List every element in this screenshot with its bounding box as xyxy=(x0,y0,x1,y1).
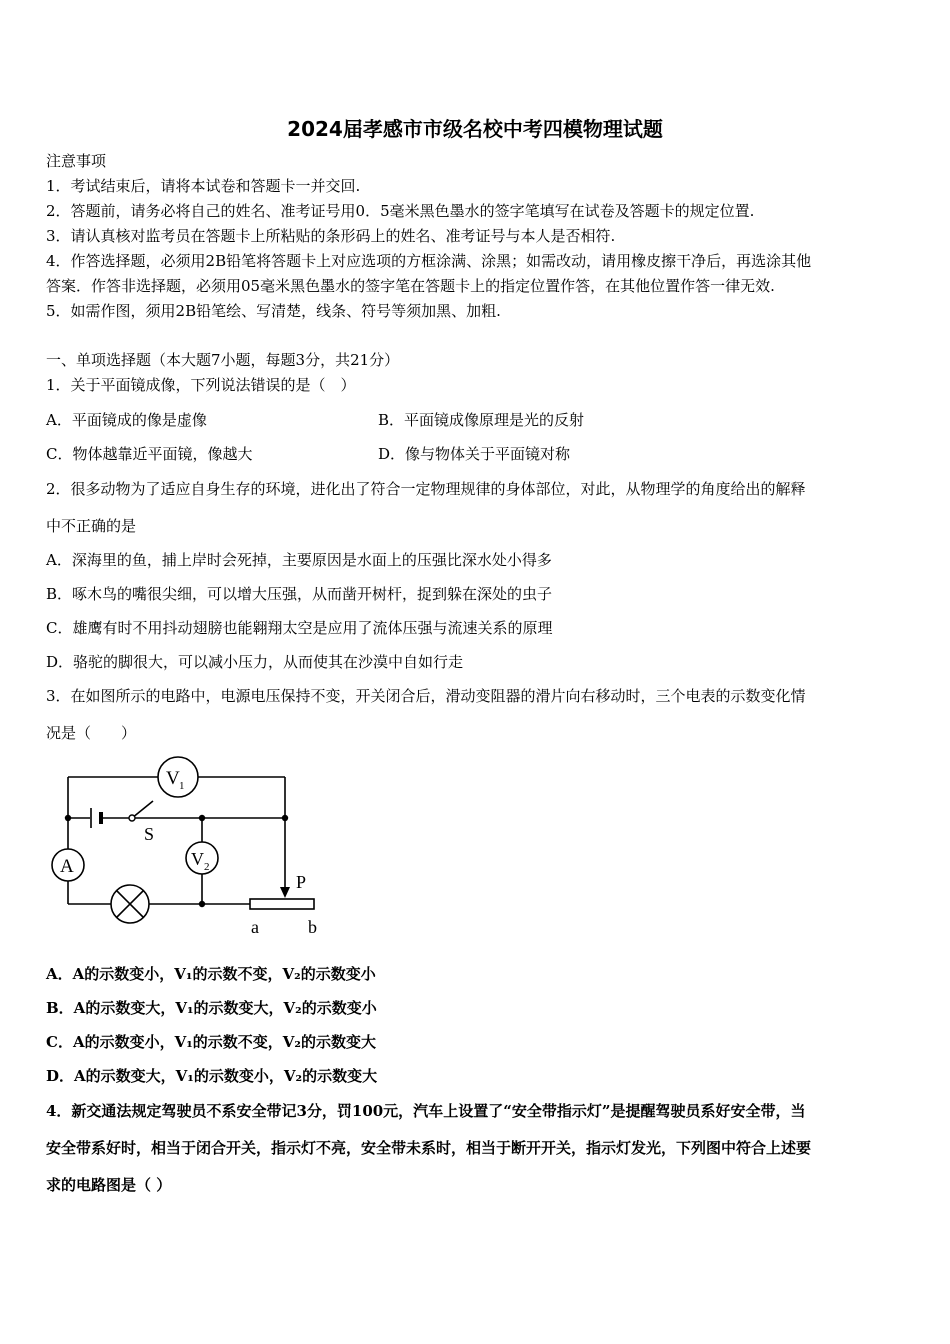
q1-option-a: A．平面镜成的像是虚像 xyxy=(46,411,207,429)
notice-item: 答案．作答非选择题，必须用05毫米黑色墨水的签字笔在答题卡上的指定位置作答，在其他位置作答一律无效. xyxy=(46,277,775,295)
question-3-stem: 3．在如图所示的电路中，电源电压保持不变，开关闭合后，滑动变阻器的滑片向右移动时，三个电表的示数变化情 xyxy=(46,687,806,705)
question-4-stem-cont: 求的电路图是（ ） xyxy=(46,1176,172,1194)
switch-label: S xyxy=(144,824,155,844)
question-4-stem-cont: 安全带系好时，相当于闭合开关，指示灯不亮，安全带未系时，相当于断开开关，指示灯发光，下列图中符合上述要 xyxy=(46,1139,812,1157)
q1-option-b: B．平面镜成像原理是光的反射 xyxy=(378,411,585,429)
rheostat xyxy=(250,899,314,909)
q3-option-a: A．A的示数变小，V₁的示数不变，V₂的示数变小 xyxy=(46,965,376,983)
q2-option-c: C．雄鹰有时不用抖动翅膀也能翱翔太空是应用了流体压强与流速关系的原理 xyxy=(46,619,553,637)
end-a-label: a xyxy=(251,917,259,937)
svg-text:A: A xyxy=(60,856,74,877)
q1-option-c: C．物体越靠近平面镜，像越大 xyxy=(46,445,253,463)
svg-text:2: 2 xyxy=(204,861,210,873)
question-2-stem-cont: 中不正确的是 xyxy=(46,517,137,535)
q2-option-d: D．骆驼的脚很大，可以减小压力，从而使其在沙漠中自如行走 xyxy=(46,653,464,671)
end-b-label: b xyxy=(308,917,317,937)
switch-contact xyxy=(129,815,135,821)
question-1-stem: 1．关于平面镜成像，下列说法错误的是（ ） xyxy=(46,376,356,394)
notice-item: 1．考试结束后，请将本试卷和答题卡一并交回. xyxy=(46,177,361,195)
svg-text:V: V xyxy=(191,849,204,869)
q3-option-c: C．A的示数变小，V₁的示数不变，V₂的示数变大 xyxy=(46,1033,376,1051)
svg-text:V: V xyxy=(166,768,180,789)
notice-item: 5．如需作图，须用2B铅笔绘、写清楚，线条、符号等须加黑、加粗. xyxy=(46,302,501,320)
notice-heading: 注意事项 xyxy=(46,152,107,170)
slider-label: P xyxy=(296,872,307,892)
circuit-diagram xyxy=(40,755,340,945)
section-heading: 一、单项选择题（本大题7小题，每题3分，共21分） xyxy=(46,351,400,369)
q3-option-b: B．A的示数变大，V₁的示数变大，V₂的示数变小 xyxy=(46,999,377,1017)
q3-option-d: D．A的示数变大，V₁的示数变小，V₂的示数变大 xyxy=(46,1067,378,1085)
svg-text:1: 1 xyxy=(179,780,185,792)
q2-option-a: A．深海里的鱼，捕上岸时会死掉，主要原因是水面上的压强比深水处小得多 xyxy=(46,551,552,569)
page-title: 2024届孝感市市级名校中考四模物理试题 xyxy=(287,117,663,141)
slider-arrow xyxy=(280,887,290,898)
question-2-stem: 2．很多动物为了适应自身生存的环境，进化出了符合一定物理规律的身体部位，对此，从物理学的角度给出的解释 xyxy=(46,480,806,498)
q2-option-b: B．啄木鸟的嘴很尖细，可以增大压强，从而凿开树杆，捉到躲在深处的虫子 xyxy=(46,585,553,603)
notice-item: 2．答题前，请务必将自己的姓名、准考证号用0．5毫米黑色墨水的签字笔填写在试卷及答题卡的规定位置. xyxy=(46,202,755,220)
q1-option-d: D．像与物体关于平面镜对称 xyxy=(378,445,571,463)
question-3-stem-cont: 况是（ ） xyxy=(46,724,137,742)
question-4-stem: 4．新交通法规定驾驶员不系安全带记3分，罚100元，汽车上设置了“安全带指示灯”是提醒驾驶员系好安全带，当 xyxy=(46,1102,806,1120)
notice-item: 3．请认真核对监考员在答题卡上所粘贴的条形码上的姓名、准考证号与本人是否相符. xyxy=(46,227,616,245)
notice-item: 4．作答选择题，必须用2B铅笔将答题卡上对应选项的方框涂满、涂黑；如需改动，请用橡皮擦干净后，再选涂其他 xyxy=(46,252,812,270)
